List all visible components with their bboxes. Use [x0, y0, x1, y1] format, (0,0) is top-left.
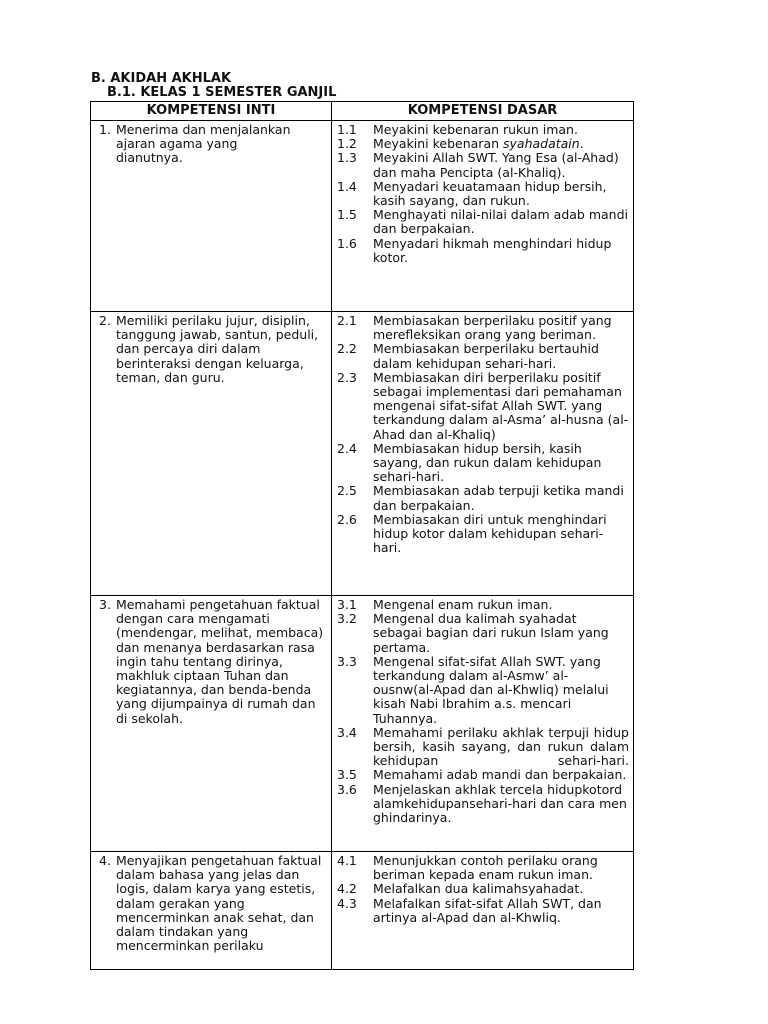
section-subheading: B.1. KELAS 1 SEMESTER GANJIL	[107, 85, 337, 100]
kd-item: 2.4 Membiasakan hidup bersih, kasih sayang, dan rukun dalam kehidupan sehari-hari.	[337, 440, 602, 485]
kd-item: 1.5 Menghayati nilai-nilai dalam adab mandi dan berpakaian.	[337, 207, 629, 237]
table-row	[91, 596, 634, 852]
ki-text: Menerima dan menjalankan ajaran agama yang dianutnya.	[115, 122, 291, 166]
kd-cell	[332, 852, 634, 970]
column-header-dasar: KOMPETENSI DASAR	[332, 102, 634, 121]
ki-text: Menyajikan pengetahuan faktual dalam bahasa yang jelas dan logis, dalam karya yang estetis, dalam gerakan yang mencerminkan anak sehat, dan dalam tindakan yang mencerminkan perilaku	[115, 853, 322, 954]
kd-item: 3.4 Memahami perilaku akhlak terpuji hidup bersih, kasih sayang, dan rukun dalam kehidupan sehari-hari.	[337, 724, 629, 769]
ki-cell	[91, 121, 332, 312]
table-row	[91, 852, 634, 970]
kd-item: 3.1 Mengenal enam rukun iman.	[337, 597, 553, 612]
kd-item: 3.3 Mengenal sifat-sifat Allah SWT. yang terkandung dalam al-Asmw’ al-ousnw(al-Apad dan al-Khwliq) melalui kisah Nabi Ibrahim a.s. mencari Tuhannya.	[337, 653, 609, 726]
kd-item: 3.2 Mengenal dua kalimah syahadat sebagai bagian dari rukun Islam yang pertama.	[337, 611, 609, 655]
kd-item: 2.2 Membiasakan berperilaku bertauhid dalam kehidupan sehari-hari.	[337, 341, 599, 371]
kd-item: 1.1 Meyakini kebenaran rukun iman.	[337, 122, 578, 137]
ki-cell	[91, 312, 332, 596]
ki-number: 1.	[99, 122, 111, 137]
table-row	[91, 121, 634, 312]
kd-item: 2.1 Membiasakan berperilaku positif yang merefleksikan orang yang beriman.	[337, 313, 612, 343]
kd-item: 2.3 Membiasakan diri berperilaku positif sebagai implementasi dari pemahaman mengenai sifat-sifat Allah SWT. yang terkandung dalam al-Asma’ al-husna (al-Ahad dan al-Khaliq)	[337, 369, 629, 442]
kd-cell	[332, 121, 634, 312]
ki-cell	[91, 852, 332, 970]
ki-text: Memiliki perilaku jujur, disiplin, tanggung jawab, santun, peduli, dan percaya diri dalam berinteraksi dengan keluarga, teman, dan guru.	[115, 313, 319, 385]
kd-item: 4.1 Menunjukkan contoh perilaku orang beriman kepada enam rukun iman.	[337, 853, 598, 883]
competency-table	[90, 101, 634, 970]
ki-number: 3.	[99, 597, 111, 612]
kd-item: 1.2 Meyakini kebenaran syahadatain.	[337, 136, 584, 152]
kd-item: 4.2 Melafalkan dua kalimahsyahadat.	[337, 881, 584, 897]
kd-item: 1.3 Meyakini Allah SWT. Yang Esa (al-Ahad) dan maha Pencipta (al-Khaliq).	[337, 150, 619, 180]
ki-number: 2.	[99, 313, 111, 328]
ki-number: 4.	[99, 853, 111, 868]
kd-item: 1.6 Menyadari hikmah menghindari hidup kotor.	[337, 235, 612, 265]
kd-item: 3.6 Menjelaskan akhlak tercela hidupkotordalamkehidupansehari-hari dan cara menghindarinya.	[337, 781, 627, 826]
kd-cell	[332, 596, 634, 852]
kd-item: 4.3 Melafalkan sifat-sifat Allah SWT, dan artinya al-Apad dan al-Khwliq.	[337, 895, 602, 925]
ki-text: Memahami pengetahuan faktual dengan cara mengamati (mendengar, melihat, membaca) dan menanya berdasarkan rasa ingin tahu tentang dirinya, makhluk ciptaan Tuhan dan kegiatannya, dan benda-benda yang dijumpainya di rumah dan di sekolah.	[115, 597, 324, 726]
column-header-inti: KOMPETENSI INTI	[91, 102, 332, 121]
kd-item: 3.5 Memahami adab mandi dan berpakaian.	[337, 767, 627, 783]
kd-item: 2.6 Membiasakan diri untuk menghindari hidup kotor dalam kehidupan sehari-hari.	[337, 511, 607, 556]
ki-cell	[91, 596, 332, 852]
section-heading: B. AKIDAH AKHLAK	[91, 71, 232, 86]
kd-item: 2.5 Membiasakan adab terpuji ketika mandi dan berpakaian.	[337, 483, 624, 513]
kd-cell	[332, 312, 634, 596]
table-header-row	[91, 102, 634, 121]
kd-item: 1.4 Menyadari keuatamaan hidup bersih, kasih sayang, dan rukun.	[337, 178, 607, 209]
table-row	[91, 312, 634, 596]
